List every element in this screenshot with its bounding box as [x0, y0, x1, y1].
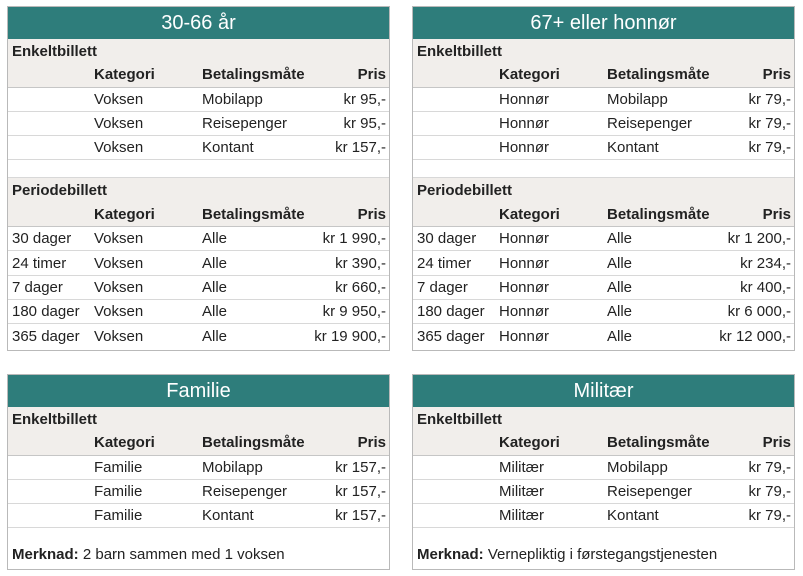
col-category-header: Kategori	[94, 205, 155, 223]
section-label: Periodebillett	[417, 182, 513, 200]
note-label: Merknad:	[417, 546, 484, 564]
table-row	[413, 251, 794, 275]
category-cell: Honnør	[499, 303, 550, 321]
category-cell: Familie	[94, 458, 143, 476]
card-title: Familie	[8, 375, 389, 407]
price-cell: kr 6 000,-	[727, 303, 791, 321]
column-header-row	[8, 431, 389, 455]
period-cell: 365 dager	[12, 327, 80, 345]
table-row	[8, 276, 389, 300]
column-header-row	[8, 203, 389, 227]
col-payment-header: Betalingsmåte	[607, 434, 710, 452]
note-value: 2 barn sammen med 1 voksen	[82, 546, 285, 564]
price-cell: kr 1 200,-	[727, 230, 791, 248]
category-cell: Voksen	[94, 115, 144, 133]
column-header-row	[413, 203, 794, 227]
table-row	[413, 324, 794, 348]
section-label: Enkeltbillett	[417, 410, 503, 428]
period-cell: 30 dager	[417, 230, 477, 248]
price-cell: kr 79,-	[748, 483, 791, 501]
price-cell: kr 157,-	[335, 483, 386, 501]
section-header-single	[413, 39, 794, 63]
spacer-row	[413, 160, 794, 178]
section-header-period	[413, 178, 794, 202]
payment-cell: Alle	[202, 303, 228, 321]
price-cell: kr 234,-	[740, 254, 791, 272]
category-cell: Honnør	[499, 278, 550, 296]
price-cell: kr 79,-	[748, 458, 791, 476]
table-row	[413, 300, 794, 324]
col-category-header: Kategori	[499, 205, 560, 223]
payment-cell: Alle	[607, 254, 633, 272]
payment-cell: Kontant	[202, 139, 254, 157]
payment-cell: Alle	[607, 278, 633, 296]
table-row	[8, 251, 389, 275]
category-cell: Militær	[499, 507, 544, 525]
note-value: Vernepliktig i førstegangstjenesten	[487, 546, 718, 564]
col-category-header: Kategori	[94, 66, 155, 84]
table-row	[413, 112, 794, 136]
period-cell: 7 dager	[417, 278, 468, 296]
category-cell: Militær	[499, 483, 544, 501]
period-cell: 24 timer	[12, 254, 67, 272]
category-cell: Honnør	[499, 230, 550, 248]
price-cell: kr 660,-	[335, 278, 386, 296]
price-cell: kr 79,-	[748, 507, 791, 525]
section-label: Enkeltbillett	[417, 42, 503, 60]
period-cell: 24 timer	[417, 254, 472, 272]
table-row	[8, 136, 389, 160]
table-row	[413, 456, 794, 480]
category-cell: Honnør	[499, 327, 550, 345]
col-price-header: Pris	[357, 205, 386, 223]
table-row	[413, 504, 794, 528]
price-cell: kr 95,-	[343, 115, 386, 133]
payment-cell: Alle	[202, 278, 228, 296]
category-cell: Voksen	[94, 303, 144, 321]
price-cell: kr 390,-	[335, 254, 386, 272]
category-cell: Honnør	[499, 139, 550, 157]
payment-cell: Alle	[607, 230, 633, 248]
category-cell: Voksen	[94, 139, 144, 157]
card-senior	[412, 6, 795, 351]
section-header-single	[8, 39, 389, 63]
section-label: Enkeltbillett	[12, 42, 98, 60]
table-row	[413, 136, 794, 160]
table-row	[8, 480, 389, 504]
note-text	[12, 546, 285, 563]
column-header-row	[8, 63, 389, 87]
note-text	[417, 546, 717, 563]
payment-cell: Alle	[607, 303, 633, 321]
card-title: 67+ eller honnør	[413, 7, 794, 39]
category-cell: Honnør	[499, 254, 550, 272]
category-cell: Familie	[94, 483, 143, 501]
note-label: Merknad:	[12, 546, 79, 564]
col-price-header: Pris	[762, 434, 791, 452]
payment-cell: Alle	[607, 327, 633, 345]
price-cell: kr 157,-	[335, 139, 386, 157]
col-price-header: Pris	[357, 434, 386, 452]
payment-cell: Alle	[202, 230, 228, 248]
category-cell: Militær	[499, 458, 544, 476]
price-cell: kr 79,-	[748, 90, 791, 108]
payment-cell: Mobilapp	[607, 90, 668, 108]
price-cell: kr 400,-	[740, 278, 791, 296]
price-cell: kr 95,-	[343, 90, 386, 108]
payment-cell: Kontant	[202, 507, 254, 525]
col-price-header: Pris	[762, 66, 791, 84]
table-row	[413, 276, 794, 300]
col-category-header: Kategori	[499, 434, 560, 452]
note-row	[8, 543, 389, 567]
period-cell: 30 dager	[12, 230, 72, 248]
table-row	[8, 456, 389, 480]
card-adult	[7, 6, 390, 351]
column-header-row	[413, 431, 794, 455]
period-cell: 180 dager	[417, 303, 485, 321]
category-cell: Honnør	[499, 90, 550, 108]
price-cell: kr 12 000,-	[719, 327, 791, 345]
table-row	[8, 504, 389, 528]
payment-cell: Alle	[202, 327, 228, 345]
payment-cell: Reisepenger	[202, 115, 288, 133]
payment-cell: Reisepenger	[607, 115, 693, 133]
category-cell: Voksen	[94, 278, 144, 296]
category-cell: Voksen	[94, 90, 144, 108]
col-payment-header: Betalingsmåte	[202, 434, 305, 452]
table-row	[8, 324, 389, 348]
section-header-period	[8, 178, 389, 202]
table-row	[8, 112, 389, 136]
payment-cell: Reisepenger	[202, 483, 288, 501]
payment-cell: Mobilapp	[202, 458, 263, 476]
section-label: Periodebillett	[12, 182, 108, 200]
payment-cell: Kontant	[607, 139, 659, 157]
table-row	[413, 227, 794, 251]
payment-cell: Kontant	[607, 507, 659, 525]
price-cell: kr 157,-	[335, 507, 386, 525]
col-price-header: Pris	[357, 66, 386, 84]
category-cell: Honnør	[499, 115, 550, 133]
period-cell: 180 dager	[12, 303, 80, 321]
payment-cell: Mobilapp	[202, 90, 263, 108]
card-title: Militær	[413, 375, 794, 407]
col-payment-header: Betalingsmåte	[607, 66, 710, 84]
table-row	[8, 88, 389, 112]
table-row	[413, 88, 794, 112]
card-title: 30-66 år	[8, 7, 389, 39]
col-payment-header: Betalingsmåte	[202, 66, 305, 84]
price-cell: kr 157,-	[335, 458, 386, 476]
column-header-row	[413, 63, 794, 87]
category-cell: Voksen	[94, 230, 144, 248]
card-family	[7, 374, 390, 570]
section-header-single	[8, 407, 389, 431]
col-category-header: Kategori	[94, 434, 155, 452]
price-cell: kr 79,-	[748, 115, 791, 133]
section-label: Enkeltbillett	[12, 410, 98, 428]
price-cell: kr 79,-	[748, 139, 791, 157]
col-category-header: Kategori	[499, 66, 560, 84]
price-cell: kr 1 990,-	[322, 230, 386, 248]
table-row	[413, 480, 794, 504]
table-row	[8, 227, 389, 251]
category-cell: Familie	[94, 507, 143, 525]
note-row	[413, 543, 794, 567]
period-cell: 7 dager	[12, 278, 63, 296]
col-price-header: Pris	[762, 205, 791, 223]
table-row	[8, 300, 389, 324]
period-cell: 365 dager	[417, 327, 485, 345]
payment-cell: Reisepenger	[607, 483, 693, 501]
col-payment-header: Betalingsmåte	[607, 205, 710, 223]
category-cell: Voksen	[94, 254, 144, 272]
card-military	[412, 374, 795, 570]
payment-cell: Mobilapp	[607, 458, 668, 476]
price-cell: kr 9 950,-	[322, 303, 386, 321]
section-header-single	[413, 407, 794, 431]
payment-cell: Alle	[202, 254, 228, 272]
spacer-row	[8, 160, 389, 178]
category-cell: Voksen	[94, 327, 144, 345]
col-payment-header: Betalingsmåte	[202, 205, 305, 223]
price-cell: kr 19 900,-	[314, 327, 386, 345]
